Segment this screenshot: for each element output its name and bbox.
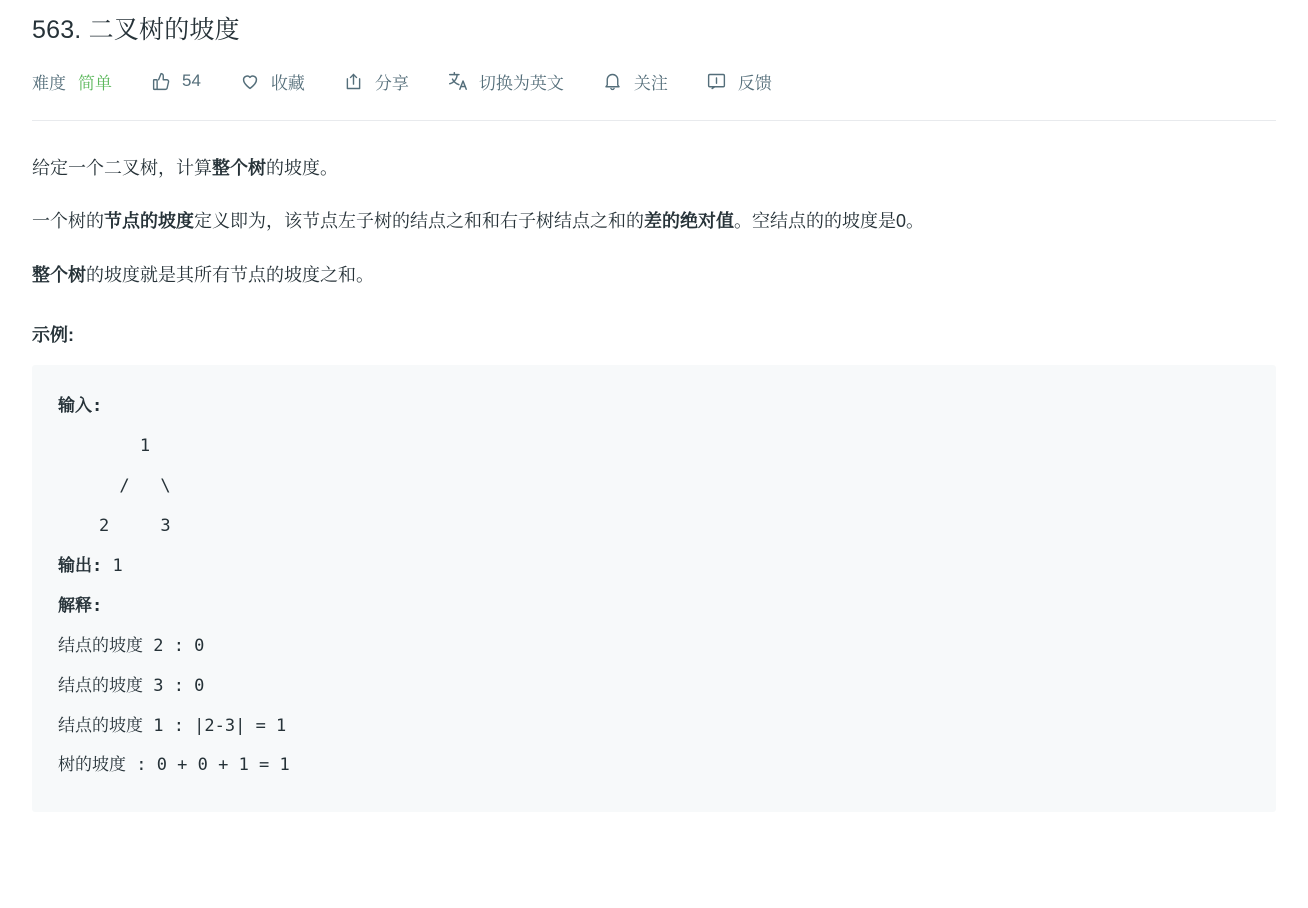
share-button[interactable] <box>343 69 409 94</box>
example-explain-line: 结点的坡度 3 : 0 <box>58 675 205 696</box>
desc-p2-mid: 定义即为，该节点左子树的结点之和和右子树结点之和的 <box>194 211 644 231</box>
subscribe-button[interactable] <box>602 69 668 94</box>
description-paragraph-1 <box>32 153 1276 185</box>
subscribe-label: 关注 <box>633 73 668 93</box>
desc-p1-bold: 整个树 <box>212 157 266 178</box>
example-input-label: 输入: <box>58 396 103 416</box>
example-tree-line-1: 1 <box>58 435 151 456</box>
difficulty-value: 简单 <box>78 73 112 93</box>
thumbs-up-icon <box>150 70 172 92</box>
feedback-button[interactable] <box>706 69 772 94</box>
example-explain-line: 结点的坡度 2 : 0 <box>58 635 205 656</box>
desc-p3-post: 的坡度就是其所有节点的坡度之和。 <box>86 264 374 285</box>
feedback-label: 反馈 <box>737 73 772 93</box>
desc-p2-bold1: 节点的坡度 <box>104 211 194 231</box>
example-tree-line-2: / \ <box>58 475 171 496</box>
desc-p2-bold2: 差的绝对值 <box>644 211 734 231</box>
example-explain-line: 结点的坡度 1 : |2-3| = 1 <box>58 715 287 736</box>
translate-icon <box>447 70 469 92</box>
difficulty-label: 难度 <box>32 73 66 93</box>
desc-p1-pre: 给定一个二叉树，计算 <box>32 157 212 178</box>
example-code-block <box>32 365 1276 812</box>
switch-language-label: 切换为英文 <box>478 73 564 93</box>
desc-p1-post: 的坡度。 <box>266 157 338 178</box>
desc-p2-post: 。空结点的的坡度是0。 <box>734 211 925 231</box>
like-count-label: 54 <box>182 71 201 90</box>
example-tree-line-3: 2 3 <box>58 515 171 536</box>
description-paragraph-3 <box>32 260 1276 292</box>
like-button[interactable] <box>150 70 201 92</box>
example-explain-label: 解释: <box>58 595 103 616</box>
bell-icon <box>602 70 624 92</box>
desc-p3-bold: 整个树 <box>32 264 86 285</box>
share-label: 分享 <box>374 73 409 93</box>
example-heading: 示例: <box>32 325 74 345</box>
switch-language-button[interactable] <box>447 69 564 94</box>
heart-icon <box>239 70 261 92</box>
desc-p2-pre: 一个树的 <box>32 211 104 231</box>
favorite-label: 收藏 <box>270 73 305 93</box>
problem-meta-bar <box>32 69 1276 121</box>
share-icon <box>343 70 365 92</box>
problem-description <box>32 121 1276 813</box>
example-output-value: 1 <box>112 555 123 576</box>
page-title: 563. 二叉树的坡度 <box>32 16 240 44</box>
description-paragraph-2 <box>32 206 1276 238</box>
example-output-label: 输出: <box>58 555 103 576</box>
feedback-icon <box>706 70 728 92</box>
example-explain-line: 树的坡度 : 0 + 0 + 1 = 1 <box>58 755 290 776</box>
favorite-button[interactable] <box>239 69 305 94</box>
